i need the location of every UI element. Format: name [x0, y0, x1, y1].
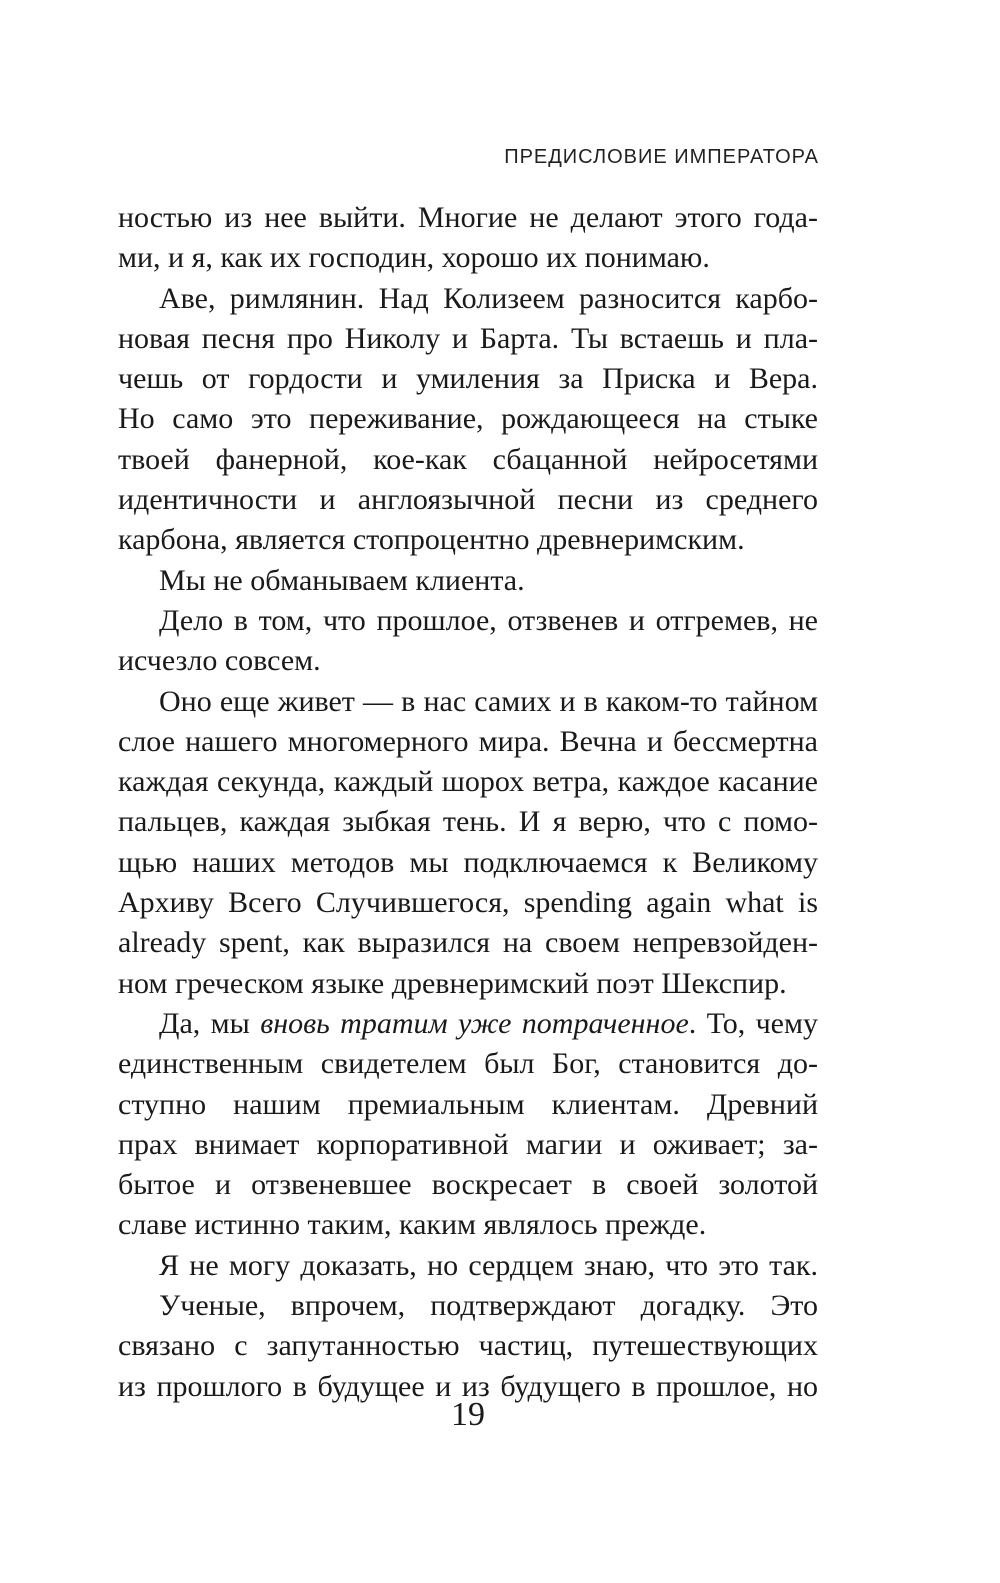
text-line: Оно еще живет — в нас самих и в каком-то тайном: [159, 684, 818, 718]
text-line: связано с запутанностью частиц, путешествующих: [118, 1329, 818, 1363]
text-run: . То, чему: [688, 1006, 818, 1040]
text-line: славе истинно таким, каким являлось прежде.: [118, 1208, 707, 1242]
text-line: ностью из нее выйти. Многие не делают этого года-: [118, 201, 818, 234]
page-number: 19: [451, 1396, 485, 1433]
text-line: идентичности и англоязычной песни из среднего: [118, 483, 818, 517]
body-text: [118, 198, 818, 1407]
text-line: Ученые, впрочем, подтверждают догадку. Это: [159, 1289, 818, 1323]
text-line: из прошлого в будущее и из будущего в прошлое, но: [118, 1369, 818, 1403]
text-line: чешь от гордости и умиления за Приска и Вера.: [118, 362, 818, 396]
text-line: Архиву Всего Случившегося, spending again what is: [118, 886, 818, 920]
text-line: слое нашего многомерного мира. Вечна и бессмертна: [118, 724, 818, 758]
text-line: бытое и отзвеневшее воскресает в своей золотой: [118, 1168, 818, 1202]
text-line: твоей фанерной, кое-как сбацанной нейросетями: [118, 442, 818, 476]
text-line: ступно нашим премиальным клиентам. Древний: [118, 1087, 818, 1121]
text-line: каждая секунда, каждый шорох ветра, каждое касание: [118, 765, 818, 799]
text-line: Дело в том, что прошлое, отзвенев и отгремев, не: [159, 603, 818, 637]
italic-phrase: вновь тратим уже потраченное: [260, 1006, 689, 1040]
text-run: Да, мы: [159, 1006, 261, 1040]
text-line: новая песня про Николу и Барта. Ты встаешь и пла-: [118, 321, 818, 355]
text-line: Я не могу доказать, но сердцем знаю, что это так.: [159, 1248, 818, 1282]
text-line: already spent, как выразился на своем непревзойден-: [118, 926, 818, 960]
text-line: исчезло совсем.: [118, 644, 321, 678]
text-line: пальцев, каждая зыбкая тень. И я верю, что с помо-: [118, 805, 818, 839]
text-line: ми, и я, как их господин, хорошо их понимаю.: [118, 241, 710, 275]
text-line: Аве, римлянин. Над Колизеем разносится карбо-: [159, 281, 818, 315]
text-line: Мы не обманываем клиента.: [159, 563, 525, 597]
text-line: Но само это переживание, рождающееся на стыке: [118, 402, 818, 436]
text-line: щью наших методов мы подключаемся к Великому: [118, 845, 818, 879]
text-line: ном греческом языке древнеримский поэт Шекспир.: [118, 966, 787, 1000]
running-head: ПРЕДИСЛОВИЕ ИМПЕРАТОРА: [504, 146, 819, 168]
text-line: единственным свидетелем был Бог, становится до-: [118, 1047, 818, 1081]
text-line-mixed: [118, 1004, 818, 1044]
text-line: прах внимает корпоративной магии и оживает; за-: [118, 1127, 818, 1161]
text-line: карбона, является стопроцентно древнеримским.: [118, 523, 745, 557]
